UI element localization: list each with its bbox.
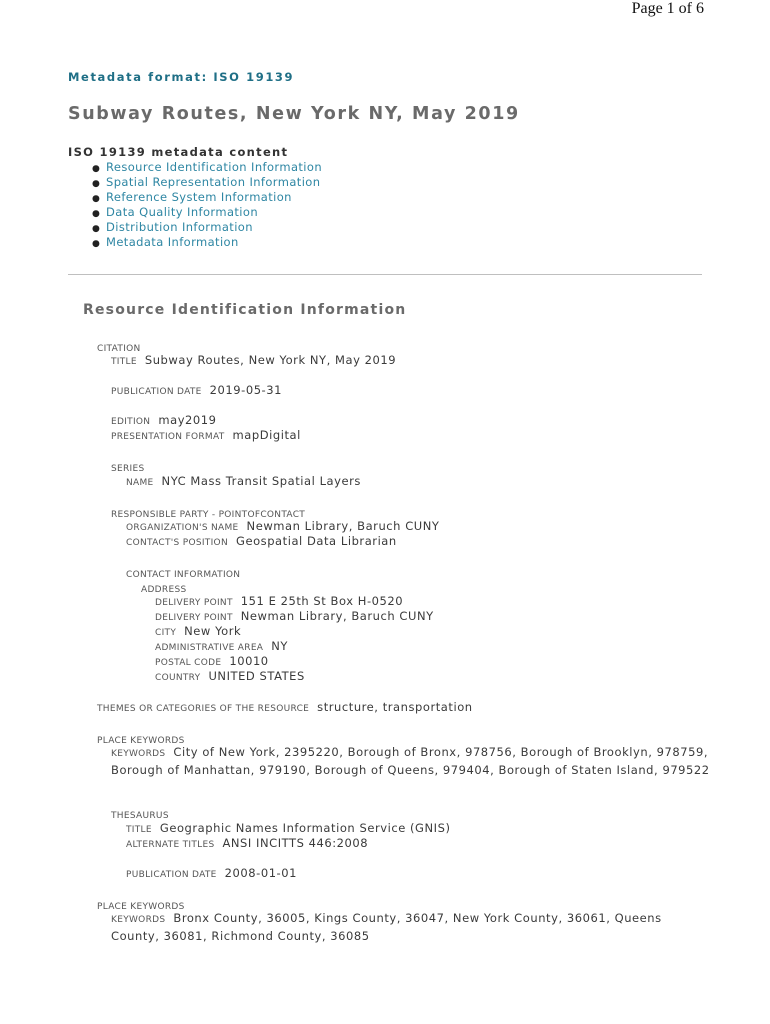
- administrative-area-row: ADMINISTRATIVE AREA NY: [155, 639, 288, 653]
- toc-link-distribution[interactable]: ● Distribution Information: [92, 220, 322, 235]
- thesaurus-label: THESAURUS: [111, 811, 169, 821]
- contact-information-label: CONTACT INFORMATION: [126, 570, 241, 580]
- bullet-icon: ●: [92, 164, 101, 174]
- section-divider: [68, 274, 702, 275]
- city-row: CITY New York: [155, 624, 242, 638]
- thesaurus-publication-date-row: PUBLICATION DATE 2008-01-01: [126, 866, 297, 880]
- organization-row: ORGANIZATION'S NAME Newman Library, Baruch CUNY: [126, 519, 440, 533]
- toc-link-data-quality[interactable]: ● Data Quality Information: [92, 205, 322, 220]
- keywords-row-1: KEYWORDS City of New York, 2395220, Borough of Bronx, 978756, Borough of Brooklyn, 978759, Borough of Manhattan, 979190, Borough of Queens, 979404, Borough of Staten Island, 979522: [111, 745, 710, 777]
- toc-heading: ISO 19139 metadata content: [68, 145, 289, 159]
- contact-position-row: CONTACT'S POSITION Geospatial Data Librarian: [126, 534, 397, 548]
- place-keywords-label-1: PLACE KEYWORDS: [97, 736, 185, 746]
- metadata-format: Metadata format: ISO 19139: [68, 70, 295, 84]
- alternate-titles-row: ALTERNATE TITLES ANSI INCITTS 446:2008: [126, 836, 369, 850]
- delivery-point-row-2: DELIVERY POINT Newman Library, Baruch CUNY: [155, 609, 434, 623]
- address-label: ADDRESS: [141, 585, 187, 595]
- country-row: COUNTRY UNITED STATES: [155, 669, 305, 683]
- bullet-icon: ●: [92, 194, 101, 204]
- section-title: Resource Identification Information: [83, 302, 407, 318]
- themes-row: THEMES OR CATEGORIES OF THE RESOURCE structure, transportation: [97, 700, 473, 714]
- toc-link-metadata[interactable]: ● Metadata Information: [92, 235, 322, 250]
- place-keywords-label-2: PLACE KEYWORDS: [97, 902, 185, 912]
- publication-date-row: PUBLICATION DATE 2019-05-31: [111, 383, 282, 397]
- bullet-icon: ●: [92, 179, 101, 189]
- citation-label: CITATION: [97, 344, 141, 354]
- table-of-contents: [92, 160, 322, 250]
- toc-link-resource-identification[interactable]: ● Resource Identification Information: [92, 160, 322, 175]
- bullet-icon: ●: [92, 224, 101, 234]
- document-title: Subway Routes, New York NY, May 2019: [68, 104, 520, 124]
- delivery-point-row-1: DELIVERY POINT 151 E 25th St Box H-0520: [155, 594, 404, 608]
- page-number: Page 1 of 6: [631, 0, 704, 17]
- postal-code-row: POSTAL CODE 10010: [155, 654, 269, 668]
- keywords-row-2: KEYWORDS Bronx County, 36005, Kings County, 36047, New York County, 36061, Queens County, 36081, Richmond County, 36085: [111, 911, 662, 943]
- toc-link-reference-system[interactable]: ● Reference System Information: [92, 190, 322, 205]
- presentation-format-row: PRESENTATION FORMAT mapDigital: [111, 428, 301, 442]
- series-name-row: NAME NYC Mass Transit Spatial Layers: [126, 474, 361, 488]
- bullet-icon: ●: [92, 209, 101, 219]
- bullet-icon: ●: [92, 239, 101, 249]
- responsible-party-label: RESPONSIBLE PARTY - POINTOFCONTACT: [111, 510, 306, 520]
- thesaurus-title-row: TITLE Geographic Names Information Service (GNIS): [126, 821, 451, 835]
- citation-title-row: TITLE Subway Routes, New York NY, May 2019: [111, 353, 397, 367]
- edition-row: EDITION may2019: [111, 413, 217, 427]
- toc-link-spatial-representation[interactable]: ● Spatial Representation Information: [92, 175, 322, 190]
- series-label: SERIES: [111, 464, 145, 474]
